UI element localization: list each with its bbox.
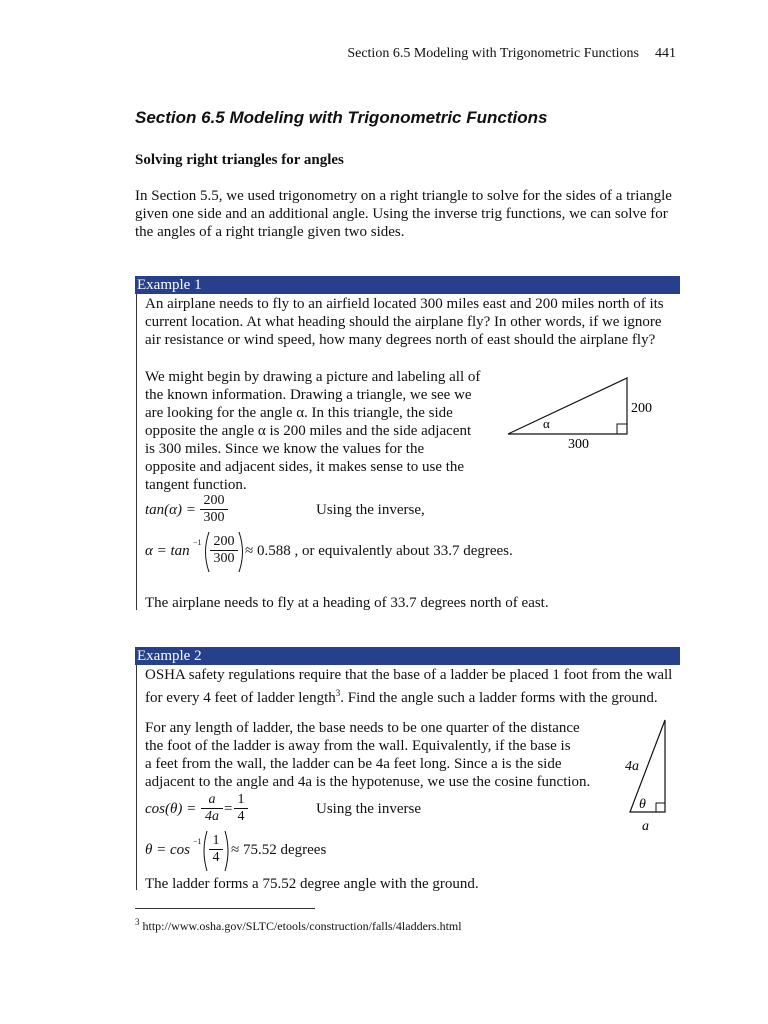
example1-problem xyxy=(145,295,685,349)
eq3-fraction-b xyxy=(234,792,248,825)
eq3-lhs: cos(θ) = xyxy=(145,801,197,817)
ladder-triangle-figure xyxy=(620,714,680,836)
example2-rule xyxy=(136,665,137,890)
intro-line: In Section 5.5, we used trigonometry on a right triangle to solve for the sides of a triangle xyxy=(135,188,672,204)
eq4-fraction xyxy=(209,833,223,866)
eq2-lhs: α = tan xyxy=(145,543,190,559)
eq3-denominator-a: 4a xyxy=(201,808,223,825)
intro-line: given one side and an additional angle. Using the inverse trig functions, we can solve for xyxy=(135,206,668,222)
eq1-lhs: tan(α) = xyxy=(145,502,196,518)
eq1-denominator: 300 xyxy=(200,509,228,526)
problem-line: An airplane needs to fly to an airfield located 300 miles east and 200 miles north of its xyxy=(145,296,664,312)
angle-alpha-label: α xyxy=(543,416,550,431)
explanation-line: a feet from the wall, the ladder can be 4a feet long. Since a is the side xyxy=(145,756,562,772)
eq4-denominator: 4 xyxy=(209,849,223,866)
eq2-result: ≈ 0.588 , or equivalently about 33.7 degrees. xyxy=(245,543,513,559)
footnote xyxy=(135,917,462,934)
example2-problem xyxy=(145,666,685,707)
example1-header: Example 1 xyxy=(135,276,680,294)
eq2-numerator: 200 xyxy=(213,534,235,549)
triangle xyxy=(508,378,627,434)
problem-line xyxy=(145,684,685,707)
right-angle-marker xyxy=(656,803,665,812)
eq3-numerator-a: a xyxy=(208,792,216,807)
footnote-reference[interactable]: 3 xyxy=(335,688,341,698)
eq3-denominator-b: 4 xyxy=(234,808,248,825)
opposite-side-label: 200 xyxy=(631,401,652,416)
explanation-line: opposite and adjacent sides, it makes sense to use the xyxy=(145,459,465,475)
example1-conclusion: The airplane needs to fly at a heading of 33.7 degrees north of east. xyxy=(145,595,549,611)
explanation-line: are looking for the angle α. In this triangle, the side xyxy=(145,405,453,421)
explanation-line: the foot of the ladder is away from the wall. Equivalently, if the base is xyxy=(145,738,571,754)
intro-line: the angles of a right triangle given two sides. xyxy=(135,224,405,240)
explanation-line: adjacent to the angle and 4a is the hypotenuse, we use the cosine function. xyxy=(145,774,591,790)
problem-line: OSHA safety regulations require that the base of a ladder be placed 1 foot from the wall xyxy=(145,667,673,683)
problem-text: for every 4 feet of ladder length xyxy=(145,690,336,706)
running-header xyxy=(347,46,676,62)
inverse-exponent: −1 xyxy=(193,538,202,547)
example2-header: Example 2 xyxy=(135,647,680,665)
intro-paragraph xyxy=(135,187,680,241)
explanation-line: We might begin by drawing a picture and labeling all of xyxy=(145,369,481,385)
adjacent-side-label: 300 xyxy=(568,437,589,452)
eq3-note: Using the inverse xyxy=(316,801,421,817)
example2-conclusion: The ladder forms a 75.52 degree angle with the ground. xyxy=(145,876,479,892)
subheading: Solving right triangles for angles xyxy=(135,152,344,168)
example1-rule xyxy=(136,294,137,610)
page-number: 441 xyxy=(655,46,676,61)
eq2-fraction xyxy=(210,534,238,567)
eq3-equals: = xyxy=(224,801,233,817)
right-angle-marker xyxy=(617,424,627,434)
eq4-numerator: 1 xyxy=(212,833,220,848)
eq2-denominator: 300 xyxy=(210,550,238,567)
airplane-triangle-figure xyxy=(500,370,665,455)
problem-text: . Find the angle such a ladder forms with the ground. xyxy=(340,690,658,706)
eq1-numerator: 200 xyxy=(203,493,225,508)
base-label: a xyxy=(642,819,649,834)
example2-explanation xyxy=(145,719,605,791)
section-title: Section 6.5 Modeling with Trigonometric Functions xyxy=(135,108,548,127)
explanation-line: the known information. Drawing a triangle, we see we xyxy=(145,387,472,403)
explanation-line: opposite the angle α is 200 miles and the side adjacent xyxy=(145,423,472,439)
eq3-numerator-b: 1 xyxy=(237,792,245,807)
eq3-fraction-a xyxy=(201,792,223,825)
angle-theta-label: θ xyxy=(639,797,646,812)
eq4-lhs: θ = cos xyxy=(145,842,190,858)
eq1-fraction xyxy=(200,493,228,526)
footnote-link[interactable]: http://www.osha.gov/SLTC/etools/construction/falls/4ladders.html xyxy=(142,919,462,933)
footnote-mark: 3 xyxy=(135,917,140,927)
hypotenuse-label: 4a xyxy=(625,759,639,774)
explanation-line: For any length of ladder, the base needs to be one quarter of the distance xyxy=(145,720,580,736)
explanation-line: is 300 miles. Since we know the values for the xyxy=(145,441,425,457)
example1-explanation xyxy=(145,368,490,494)
explanation-line: tangent function. xyxy=(145,477,247,493)
inverse-exponent: −1 xyxy=(193,837,202,846)
problem-line: current location. At what heading should the airplane fly? In other words, if we ignore xyxy=(145,314,662,330)
footnote-divider xyxy=(135,908,315,909)
eq1-note: Using the inverse, xyxy=(316,502,425,518)
running-title: Section 6.5 Modeling with Trigonometric Functions xyxy=(347,46,639,61)
eq4-result: ≈ 75.52 degrees xyxy=(231,842,327,858)
problem-line: air resistance or wind speed, how many degrees north of east should the airplane fly? xyxy=(145,332,656,348)
